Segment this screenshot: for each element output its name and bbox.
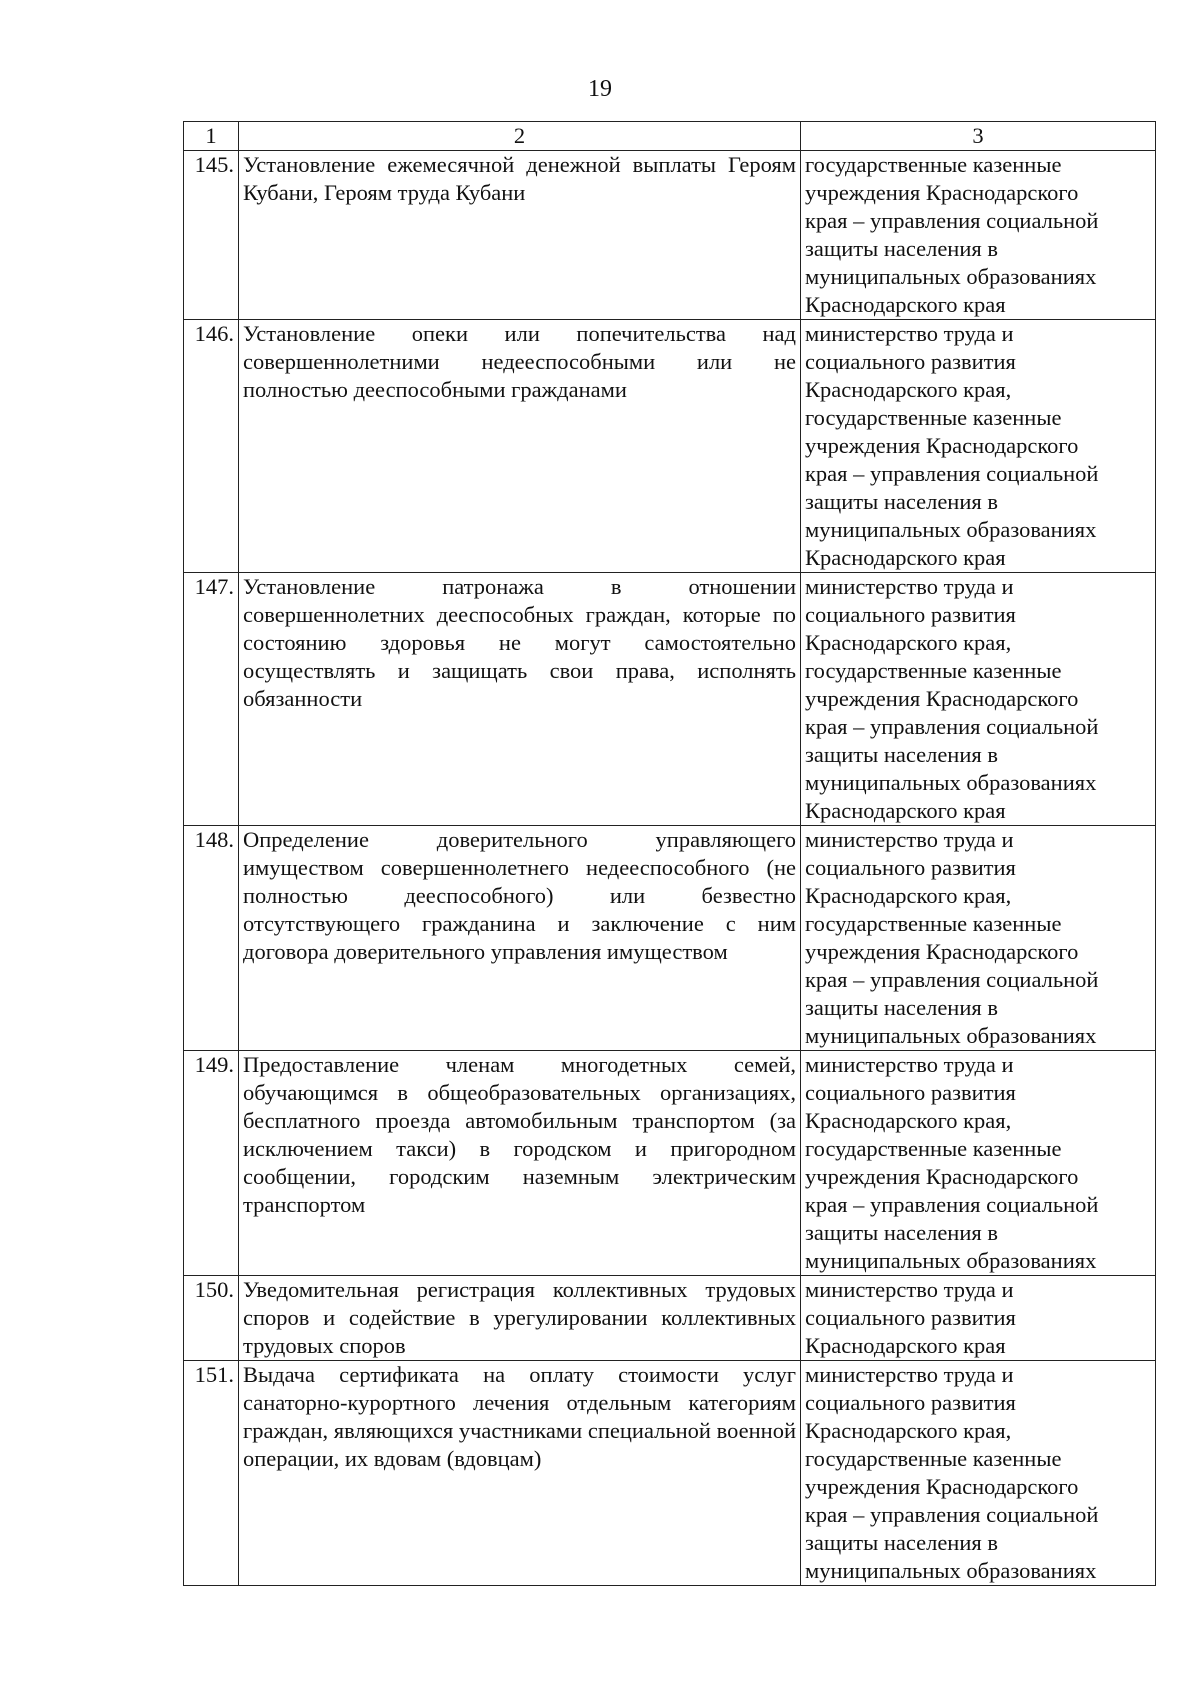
authority-line: защиты населения в bbox=[805, 489, 998, 514]
authority-line: учреждения Краснодарского bbox=[805, 686, 1079, 711]
authority-line: учреждения Краснодарского bbox=[805, 1474, 1079, 1499]
table-row bbox=[184, 573, 1156, 826]
table-row bbox=[184, 1276, 1156, 1361]
authority-line: социального развития bbox=[805, 349, 1016, 374]
authority-line: министерство труда и bbox=[805, 1052, 1014, 1077]
table-row bbox=[184, 1361, 1156, 1586]
table-row bbox=[184, 320, 1156, 573]
authority-line: учреждения Краснодарского bbox=[805, 433, 1079, 458]
authority-line: Краснодарского края, bbox=[805, 883, 1012, 908]
row-number: 150. bbox=[184, 1276, 239, 1361]
authority-line: Краснодарского края bbox=[805, 1333, 1006, 1358]
row-number: 147. bbox=[184, 573, 239, 826]
authority-line: края – управления социальной bbox=[805, 967, 1099, 992]
authority-line: муниципальных образованиях bbox=[805, 1558, 1097, 1583]
row-number: 146. bbox=[184, 320, 239, 573]
authority-line: края – управления социальной bbox=[805, 1502, 1099, 1527]
responsible-authority bbox=[801, 1361, 1156, 1586]
authority-line: государственные казенные bbox=[805, 405, 1062, 430]
authority-line: Краснодарского края, bbox=[805, 1418, 1012, 1443]
row-number: 148. bbox=[184, 826, 239, 1051]
authority-line: защиты населения в bbox=[805, 995, 998, 1020]
authority-line: министерство труда и bbox=[805, 827, 1014, 852]
services-table bbox=[183, 121, 1156, 1586]
column-header-authority: 3 bbox=[801, 122, 1156, 151]
page-number: 19 bbox=[588, 76, 612, 102]
authority-line: муниципальных образованиях bbox=[805, 1023, 1097, 1048]
responsible-authority bbox=[801, 151, 1156, 320]
responsible-authority bbox=[801, 826, 1156, 1051]
authority-line: учреждения Краснодарского bbox=[805, 1164, 1079, 1189]
authority-line: Краснодарского края, bbox=[805, 630, 1012, 655]
authority-line: социального развития bbox=[805, 855, 1016, 880]
authority-line: учреждения Краснодарского bbox=[805, 939, 1079, 964]
service-name: Выдача сертификата на оплату стоимости услуг санаторно-курортного лечения отдельным категориям граждан, являющихся участниками специальной военной операции, их вдовам (вдовцам) bbox=[239, 1361, 801, 1586]
authority-line: министерство труда и bbox=[805, 1362, 1014, 1387]
authority-line: защиты населения в bbox=[805, 1530, 998, 1555]
authority-line: края – управления социальной bbox=[805, 714, 1099, 739]
column-header-number: 1 bbox=[184, 122, 239, 151]
authority-line: государственные казенные bbox=[805, 1136, 1062, 1161]
authority-line: Краснодарского края, bbox=[805, 377, 1012, 402]
authority-line: муниципальных образованиях bbox=[805, 1248, 1097, 1273]
authority-line: Краснодарского края, bbox=[805, 1108, 1012, 1133]
responsible-authority bbox=[801, 573, 1156, 826]
authority-line: министерство труда и bbox=[805, 574, 1014, 599]
service-name: Предоставление членам многодетных семей, обучающимся в общеобразовательных организациях, бесплатного проезда автомобильным транспортом (за исключением такси) в городском и пригородном сообщении, городским наземным электрическим транспортом bbox=[239, 1051, 801, 1276]
responsible-authority bbox=[801, 1051, 1156, 1276]
row-number: 149. bbox=[184, 1051, 239, 1276]
authority-line: муниципальных образованиях bbox=[805, 770, 1097, 795]
authority-line: социального развития bbox=[805, 602, 1016, 627]
row-number: 145. bbox=[184, 151, 239, 320]
authority-line: Краснодарского края bbox=[805, 292, 1006, 317]
table-header bbox=[184, 122, 1156, 151]
responsible-authority bbox=[801, 320, 1156, 573]
authority-line: министерство труда и bbox=[805, 1277, 1014, 1302]
authority-line: защиты населения в bbox=[805, 742, 998, 767]
service-name: Установление ежемесячной денежной выплаты Героям Кубани, Героям труда Кубани bbox=[239, 151, 801, 320]
service-name: Установление опеки или попечительства над совершеннолетними недееспособными или не полностью дееспособными гражданами bbox=[239, 320, 801, 573]
authority-line: муниципальных образованиях bbox=[805, 517, 1097, 542]
service-name: Определение доверительного управляющего имуществом совершеннолетнего недееспособного (не полностью дееспособного) или безвестно отсутствующего гражданина и заключение с ним договора доверительного управления имуществом bbox=[239, 826, 801, 1051]
authority-line: края – управления социальной bbox=[805, 461, 1099, 486]
authority-line: края – управления социальной bbox=[805, 208, 1099, 233]
column-header-service: 2 bbox=[239, 122, 801, 151]
authority-line: государственные казенные bbox=[805, 658, 1062, 683]
authority-line: государственные казенные bbox=[805, 152, 1062, 177]
authority-line: защиты населения в bbox=[805, 236, 998, 261]
authority-line: министерство труда и bbox=[805, 321, 1014, 346]
service-name: Уведомительная регистрация коллективных трудовых споров и содействие в урегулировании коллективных трудовых споров bbox=[239, 1276, 801, 1361]
service-name: Установление патронажа в отношении совершеннолетних дееспособных граждан, которые по состоянию здоровья не могут самостоятельно осуществлять и защищать свои права, исполнять обязанности bbox=[239, 573, 801, 826]
authority-line: государственные казенные bbox=[805, 1446, 1062, 1471]
table-row bbox=[184, 151, 1156, 320]
authority-line: социального развития bbox=[805, 1080, 1016, 1105]
responsible-authority bbox=[801, 1276, 1156, 1361]
authority-line: социального развития bbox=[805, 1305, 1016, 1330]
authority-line: края – управления социальной bbox=[805, 1192, 1099, 1217]
authority-line: защиты населения в bbox=[805, 1220, 998, 1245]
table-row bbox=[184, 826, 1156, 1051]
authority-line: социального развития bbox=[805, 1390, 1016, 1415]
table-row bbox=[184, 1051, 1156, 1276]
authority-line: государственные казенные bbox=[805, 911, 1062, 936]
authority-line: муниципальных образованиях bbox=[805, 264, 1097, 289]
authority-line: Краснодарского края bbox=[805, 545, 1006, 570]
authority-line: учреждения Краснодарского bbox=[805, 180, 1079, 205]
authority-line: Краснодарского края bbox=[805, 798, 1006, 823]
row-number: 151. bbox=[184, 1361, 239, 1586]
